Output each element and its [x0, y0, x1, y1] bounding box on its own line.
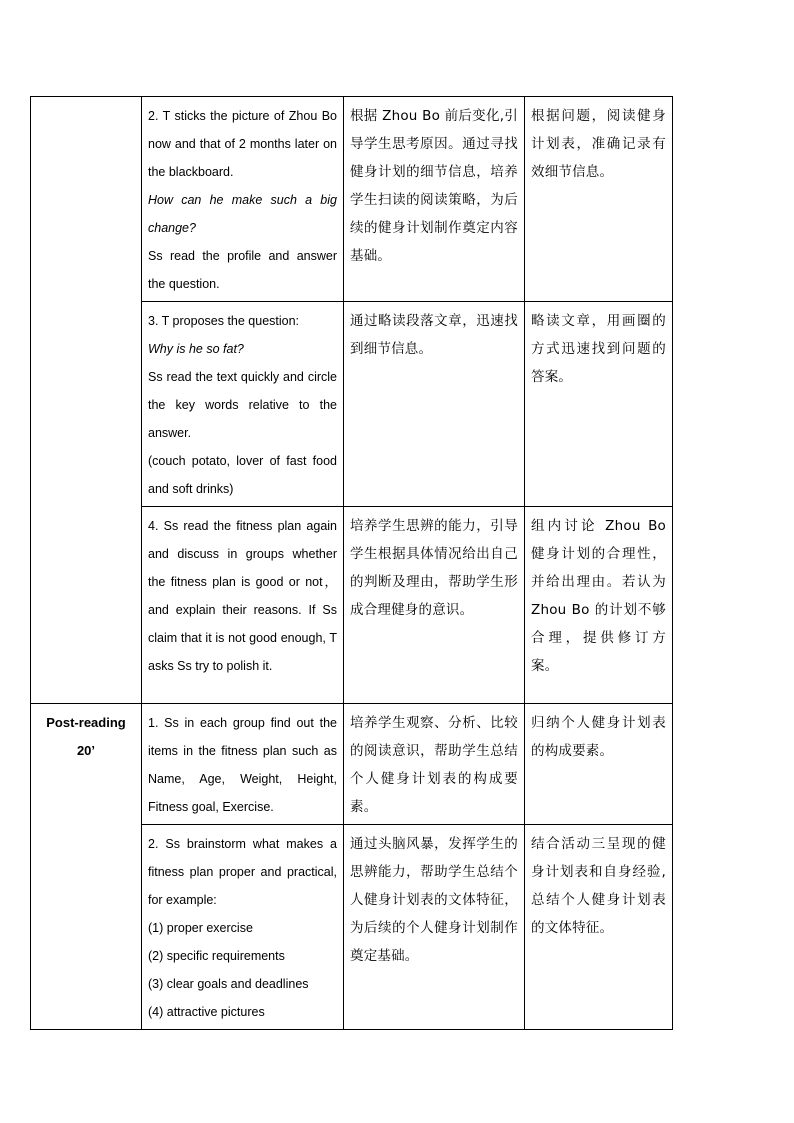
activity-cell	[142, 704, 344, 825]
key-words: (couch potato, lover of fast food and soft drinks)	[148, 454, 337, 496]
student-activity-cell: 组内讨论 Zhou Bo 健身计划的合理性，并给出理由。若认为 Zhou Bo 的计划不够合理，提供修订方案。	[525, 507, 673, 704]
student-activity-cell: 归纳个人健身计划表的构成要素。	[525, 704, 673, 825]
teacher-question: How can he make such a big change?	[148, 193, 337, 235]
list-item: (3) clear goals and deadlines	[148, 977, 309, 991]
activity-cell	[142, 507, 344, 704]
design-purpose-cell: 培养学生思辨的能力，引导学生根据具体情况给出自己的判断及理由，帮助学生形成合理健身的意识。	[344, 507, 525, 704]
table-row	[31, 97, 673, 302]
activity-cell	[142, 97, 344, 302]
student-activity-cell: 略读文章，用画圈的方式迅速找到问题的答案。	[525, 302, 673, 507]
stage-name: Post-reading	[46, 715, 126, 730]
activity-cell	[142, 302, 344, 507]
design-purpose-cell: 通过头脑风暴，发挥学生的思辨能力，帮助学生总结个人健身计划表的文体特征，为后续的个人健身计划制作奠定基础。	[344, 825, 525, 1030]
table-row	[31, 704, 673, 825]
lesson-plan-table	[30, 96, 673, 1030]
activity-cell	[142, 825, 344, 1030]
teacher-question: Why is he so fat?	[148, 342, 244, 356]
design-purpose-cell: 根据 Zhou Bo 前后变化,引导学生思考原因。通过寻找健身计划的细节信息，培养学生扫读的阅读策略，为后续的健身计划制作奠定内容基础。	[344, 97, 525, 302]
design-purpose-cell: 培养学生观察、分析、比较的阅读意识，帮助学生总结个人健身计划表的构成要素。	[344, 704, 525, 825]
list-item: (2) specific requirements	[148, 949, 285, 963]
student-activity-cell: 根据问题，阅读健身计划表，准确记录有效细节信息。	[525, 97, 673, 302]
list-item: (1) proper exercise	[148, 921, 253, 935]
list-item: (4) attractive pictures	[148, 1005, 265, 1019]
activity-step: 4. Ss read the fitness plan again and discuss in groups whether the fitness plan is good or not，and explain their reasons. If Ss claim that it is not good enough, T asks Ss try to polish it.	[148, 519, 337, 673]
stage-time: 20’	[76, 743, 96, 758]
stage-cell-while-reading	[31, 97, 142, 704]
activity-step: 2. T sticks the picture of Zhou Bo now and that of 2 months later on the blackboard.	[148, 109, 337, 179]
design-purpose-cell: 通过略读段落文章，迅速找到细节信息。	[344, 302, 525, 507]
activity-step: 3. T proposes the question:	[148, 314, 300, 328]
stage-cell-post-reading	[31, 704, 142, 1030]
activity-step: 2. Ss brainstorm what makes a fitness plan proper and practical, for example:	[148, 837, 337, 907]
student-activity-cell: 结合活动三呈现的健身计划表和自身经验,总结个人健身计划表的文体特征。	[525, 825, 673, 1030]
activity-step: Ss read the text quickly and circle the key words relative to the answer.	[148, 370, 337, 440]
activity-step: Ss read the profile and answer the question.	[148, 249, 337, 291]
activity-step: 1. Ss in each group find out the items in the fitness plan such as Name, Age, Weight, Height, Fitness goal, Exercise.	[148, 716, 337, 814]
